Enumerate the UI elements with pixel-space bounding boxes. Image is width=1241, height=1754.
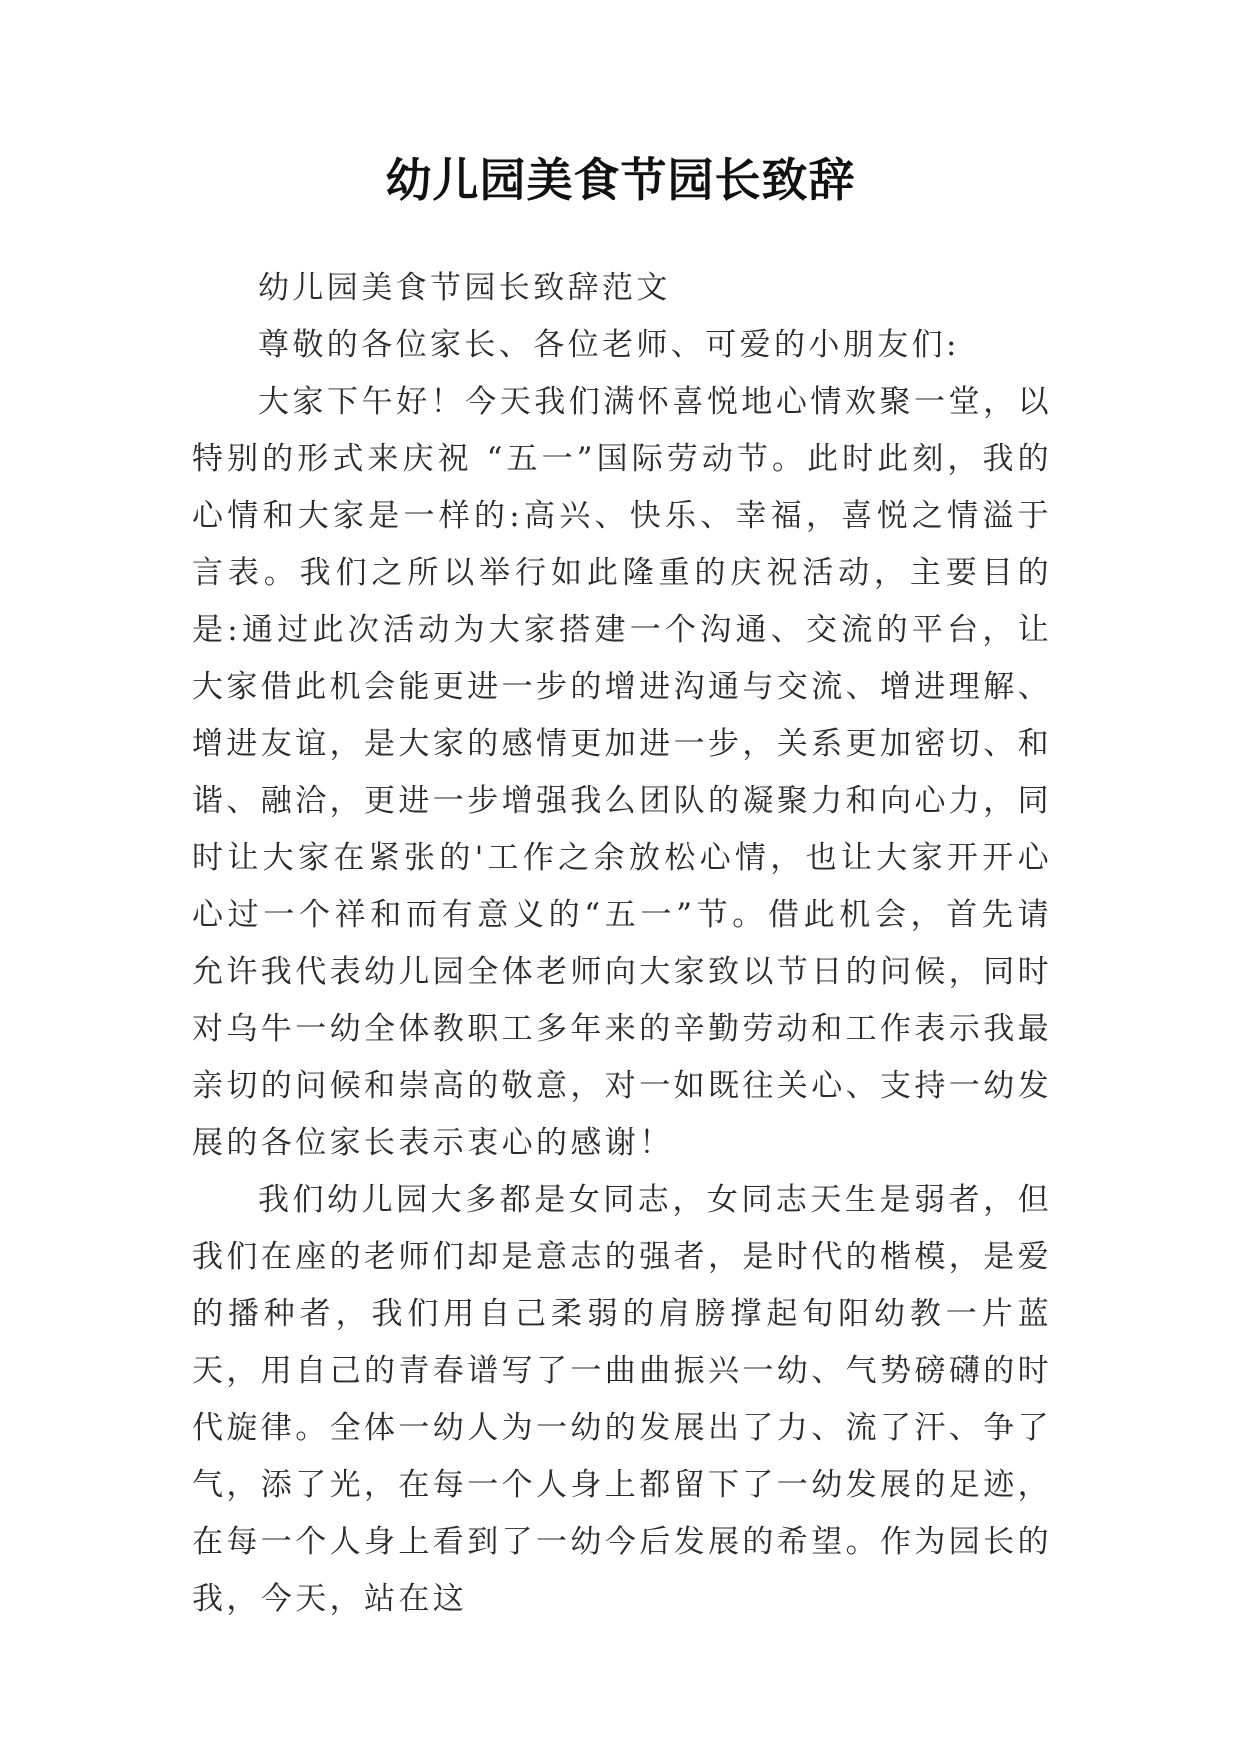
paragraph-salutation: 尊敬的各位家长、各位老师、可爱的小朋友们: — [258, 327, 960, 363]
document-title: 幼儿园美食节园长致辞 — [385, 153, 856, 207]
document-body — [192, 260, 1052, 1628]
paragraph-greeting: 大家下午好！今天我们满怀喜悦地心情欢聚一堂，以特别的形式来庆祝 “五一”国际劳动节。此时此刻，我的心情和大家是一样的:高兴、快乐、幸福，喜悦之情溢于言表。我们之所以举行如此隆重的庆祝活动，主要目的是:通过此次活动为大家搭建一个沟通、交流的平台，让大家借此机会能更进一步的增进沟通与交流、增进理解、增进友谊，是大家的感情更加进一步，关系更加密切、和谐、融洽，更进一步增强我么团队的凝聚力和向心力，同时让大家在紧张的'工作之余放松心情，也让大家开开心心过一个祥和而有意义的“五一”节。借此机会，首先请允许我代表幼儿园全体老师向大家致以节日的问候，同时对乌牛一幼全体教职工多年来的辛勤劳动和工作表示我最亲切的问候和崇高的敬意，对一如既往关心、支持一幼发展的各位家长表示衷心的感谢！ — [192, 384, 1052, 1161]
paragraph-subtitle: 幼儿园美食节园长致辞范文 — [258, 270, 671, 306]
paragraph-teachers: 我们幼儿园大多都是女同志，女同志天生是弱者，但我们在座的老师们却是意志的强者，是时代的楷模，是爱的播种者，我们用自己柔弱的肩膀撑起旬阳幼教一片蓝天，用自己的青春谱写了一曲曲振兴一幼、气势磅礴的时代旋律。全体一幼人为一幼的发展出了力、流了汗、争了气，添了光，在每一个人身上都留下了一幼发展的足迹，在每一个人身上看到了一幼今后发展的希望。作为园长的我，今天，站在这 — [192, 1182, 1052, 1617]
